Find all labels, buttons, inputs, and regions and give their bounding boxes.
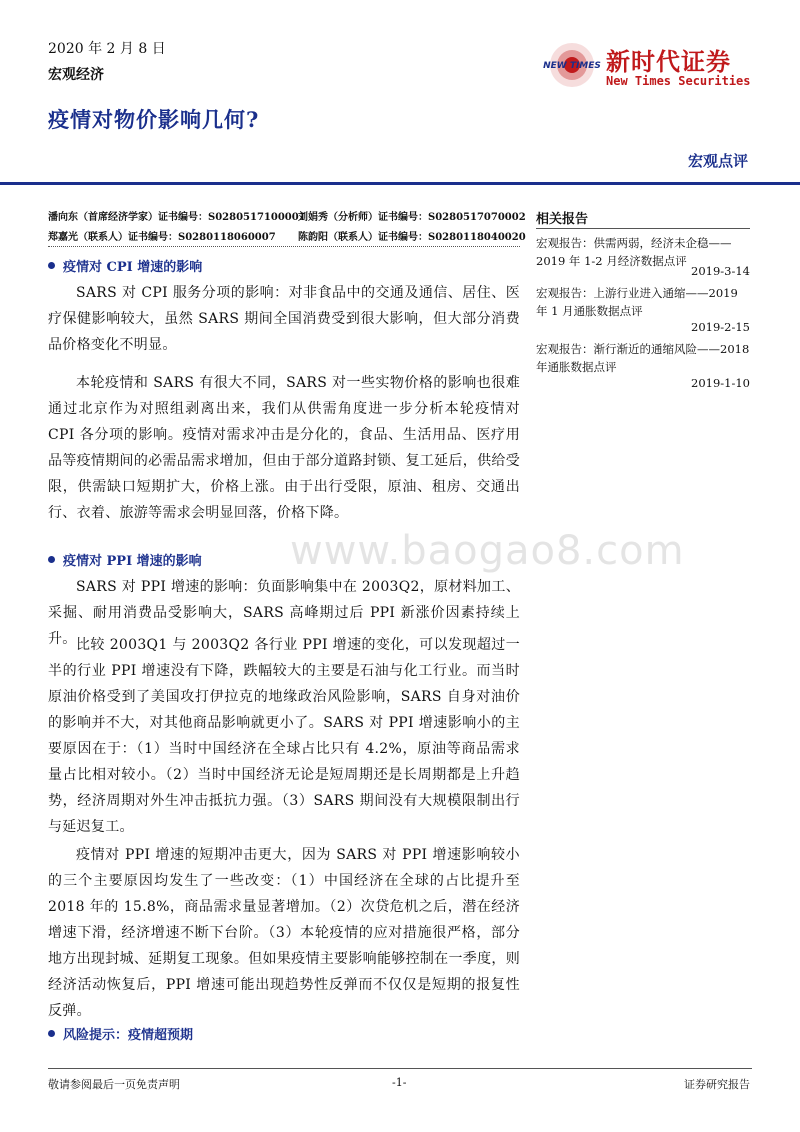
section-heading-cpi: 疫情对 CPI 增速的影响 [48, 256, 202, 275]
paragraph-2: 本轮疫情和 SARS 有很大不同，SARS 对一些实物价格的影响也很难通过北京作为对照组剥离出来，我们从供需角度进一步分析本轮疫情对 CPI 各分项的影响。疫情对需求冲击是分化的，食品、生活用品、医疗用品等疫情期间的必需品需求增加，但由于部分道路封锁、复工延后，供给受限，供需缺口短期扩大，价格上涨。由于出行受限，原油、租房、交通出行、衣着、旅游等需求会明显回落，价格下降。 [48, 375, 520, 521]
logo-badge-text: NEW TIMES [543, 61, 601, 71]
page-title: 疫情对物价影响几何? [48, 107, 260, 132]
watermark: www.baogao8.com [290, 528, 685, 574]
paragraph-1: SARS 对 CPI 服务分项的影响：对非食品中的交通及通信、居住、医疗保健影响较大，虽然 SARS 期间全国消费受到很大影响，但大部分消费品价格变化不明显。 [48, 285, 520, 353]
bullet-icon [48, 262, 55, 269]
related-report-1[interactable]: 宏观报告：供需两弱，经济未企稳——2019 年 1-2 月经济数据点评 [536, 236, 732, 268]
logo-chinese-name: 新时代证券 [606, 47, 731, 76]
analyst-1: 潘向东（首席经济学家）证书编号：S0280517100001 [48, 212, 306, 223]
bullet-icon [48, 1030, 55, 1037]
footer-report-label: 证券研究报告 [684, 1078, 750, 1091]
paragraph-5: 疫情对 PPI 增速的短期冲击更大，因为 SARS 对 PPI 增速影响较小的三个主要原因均发生了一些改变：（1）中国经济在全球的占比提升至 2018 年的 15.8%，商品需求量显著增加。（2）次贷危机之后，潜在经济增速下滑，经济增速不断下台阶。（3）本轮疫情的应对措施很严格，部分地方出现封城、延期复工现象。但如果疫情主要影响能够控制在一季度，则经济活动恢复后，PPI 增速可能出现趋势性反弹而不仅仅是短期的报复性反弹。 [48, 847, 520, 1019]
section-heading-risk: 风险提示：疫情超预期 [48, 1024, 193, 1043]
report-date: 2020 年 2 月 8 日 [48, 41, 166, 57]
related-report-1-date: 2019-3-14 [691, 264, 750, 278]
related-report-2-date: 2019-2-15 [691, 320, 750, 334]
footer-disclaimer: 敬请参阅最后一页免责声明 [48, 1078, 180, 1091]
header-divider [0, 182, 800, 185]
related-reports-divider [536, 228, 750, 229]
report-type: 宏观点评 [687, 152, 748, 170]
analyst-divider [48, 246, 520, 247]
footer-divider [48, 1068, 752, 1069]
footer-page-number: -1- [392, 1076, 407, 1089]
paragraph-3: SARS 对 PPI 增速的影响：负面影响集中在 2003Q2，原材料加工、采掘、耐用消费品受影响大，SARS 高峰期过后 PPI 新涨价因素持续上升。 [48, 579, 520, 647]
related-report-3[interactable]: 宏观报告：渐行渐近的通缩风险——2018 年通胀数据点评 [536, 342, 750, 374]
related-reports-title: 相关报告 [536, 212, 589, 227]
analyst-4: 陈韵阳（联系人）证书编号：S0280118040020 [298, 232, 526, 243]
analyst-2: 刘娟秀（分析师）证书编号：S0280517070002 [298, 212, 526, 223]
related-report-2[interactable]: 宏观报告：上游行业进入通缩——2019 年 1 月通胀数据点评 [536, 286, 738, 318]
paragraph-4: 比较 2003Q1 与 2003Q2 各行业 PPI 增速的变化，可以发现超过一半的行业 PPI 增速没有下降，跌幅较大的主要是石油与化工行业。而当时原油价格受到了美国攻打伊拉克的地缘政治风险影响，SARS 自身对油价的影响并不大，对其他商品影响就更小了。SARS 对 PPI 增速影响小的主要原因在于：（1）当时中国经济在全球占比只有 4.2%，原油等商品需求量占比相对较小。（2）当时中国经济无论是短周期还是长周期都是上升趋势，经济周期对外生冲击抵抗力强。（3）SARS 期间没有大规模限制出行与延迟复工。 [48, 637, 520, 835]
analyst-3: 郑嘉光（联系人）证书编号：S0280118060007 [48, 232, 276, 243]
report-category: 宏观经济 [48, 67, 104, 83]
section-heading-ppi: 疫情对 PPI 增速的影响 [48, 550, 202, 569]
logo-english-name: New Times Securities [606, 74, 751, 88]
new-times-logo-icon [542, 38, 602, 92]
related-report-3-date: 2019-1-10 [691, 376, 750, 390]
bullet-icon [48, 556, 55, 563]
